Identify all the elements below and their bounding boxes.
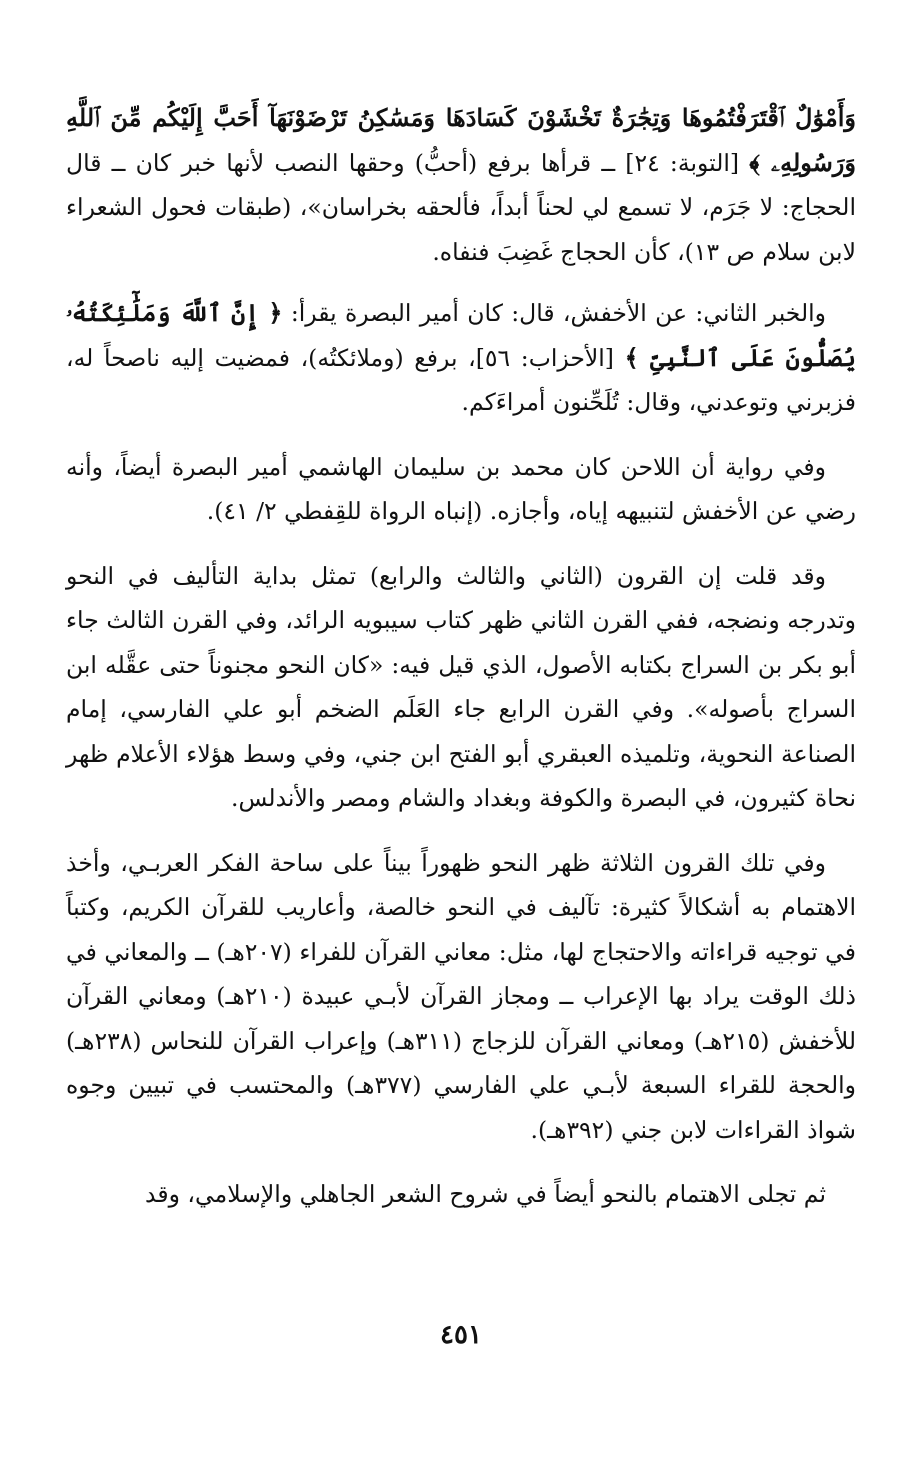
paragraph-poetry xyxy=(66,1172,856,1217)
page-body xyxy=(66,96,856,1237)
paragraph-akhfash xyxy=(66,291,856,425)
quran-verse-tawbah: وَأَمْوَٰلٌ ٱقْتَرَفْتُمُوهَا وَتِجَٰرَةٌ تَخْشَوْنَ كَسَادَهَا وَمَسَٰكِنُ تَرْضَوْنَهَآ أَحَبَّ إِلَيْكُم مِّنَ ٱللَّهِ وَرَسُولِهِۦ ﴾ xyxy=(66,103,856,177)
paragraph-text: وقد قلت إن القرون (الثاني والثالث والرابع) تمثل بداية التأليف في النحو وتدرجه ونضجه، ففي القرن الثاني ظهر كتاب سيبويه الرائد، وفي القرن الثالث جاء أبو بكر بن السراج بكتابه الأصول، الذي قيل فيه: «كان النحو مجنوناً حتى عقَّله ابن السراج بأصوله». وفي القرن الرابع جاء العَلَم الضخم أبو علي الفارسي، إمام الصناعة النحوية، وتلميذه العبقري أبو الفتح ابن جني، وفي وسط هؤلاء الأعلام ظهر نحاة كثيرون، في البصرة والكوفة وبغداد والشام ومصر والأندلس. xyxy=(66,561,856,812)
paragraph-riwaya xyxy=(66,445,856,534)
page-number: ٤٥١ xyxy=(440,1320,482,1350)
quran-verse-ahzab: ﴿ إِنَّ ٱللَّهَ وَمَلَٰٓئِكَتُهُۥ يُصَلُّونَ عَلَى ٱلنَّبِىِّ ﴾ xyxy=(66,298,856,372)
paragraph-text: [التوبة: ٢٤] ــ قرأها برفع (أحبُّ) وحقها النصب لأنها خبر كان ــ قال الحجاج: لا جَرَم، لا تسمع لي لحناً أبداً، فألحقه بخراسان»، (طبقات فحول الشعراء لابن سلام ص ١٣)، كأن الحجاج غَضِبَ فنفاه. xyxy=(66,148,856,266)
paragraph-three-centuries xyxy=(66,841,856,1153)
paragraph-text: [الأحزاب: ٥٦]، برفع (وملائكتُه)، فمضيت إليه ناصحاً له، فزبرني وتوعدني، وقال: تُلَحِّنون أمراءَكم. xyxy=(66,343,856,416)
paragraph-text: وفي تلك القرون الثلاثة ظهر النحو ظهوراً بيناً على ساحة الفكر العربـي، وأخذ الاهتمام به أشكالاً كثيرة: تآليف في النحو خالصة، وأعاريب للقرآن الكريم، وكتباً في توجيه قراءاته والاحتجاج لها، مثل: معاني القرآن للفراء (٢٠٧هـ) ــ والمعاني في ذلك الوقت يراد بها الإعراب ــ ومجاز القرآن لأبـي عبيدة (٢١٠هـ) ومعاني القرآن للأخفش (٢١٥هـ) ومعاني القرآن للزجاج (٣١١هـ) وإعراب القرآن للنحاس (٢٣٨هـ) والحجة للقراء السبعة لأبـي علي الفارسي (٣٧٧هـ) والمحتسب في تبيين وجوه شواذ القراءات لابن جني (٣٩٢هـ). xyxy=(66,848,857,1144)
paragraph-text: وفي رواية أن اللاحن كان محمد بن سليمان الهاشمي أمير البصرة أيضاً، وأنه رضي عن الأخفش لتنبيهه إياه، وأجازه. (إنباه الرواة للقِفطي ٢/ ٤١). xyxy=(66,452,856,525)
paragraph-text: ثم تجلى الاهتمام بالنحو أيضاً في شروح الشعر الجاهلي والإسلامي، وقد xyxy=(145,1180,826,1208)
paragraph-hajjaj xyxy=(66,96,856,274)
paragraph-centuries xyxy=(66,554,856,821)
paragraph-text: والخبر الثاني: عن الأخفش، قال: كان أمير البصرة يقرأ: xyxy=(282,299,826,327)
